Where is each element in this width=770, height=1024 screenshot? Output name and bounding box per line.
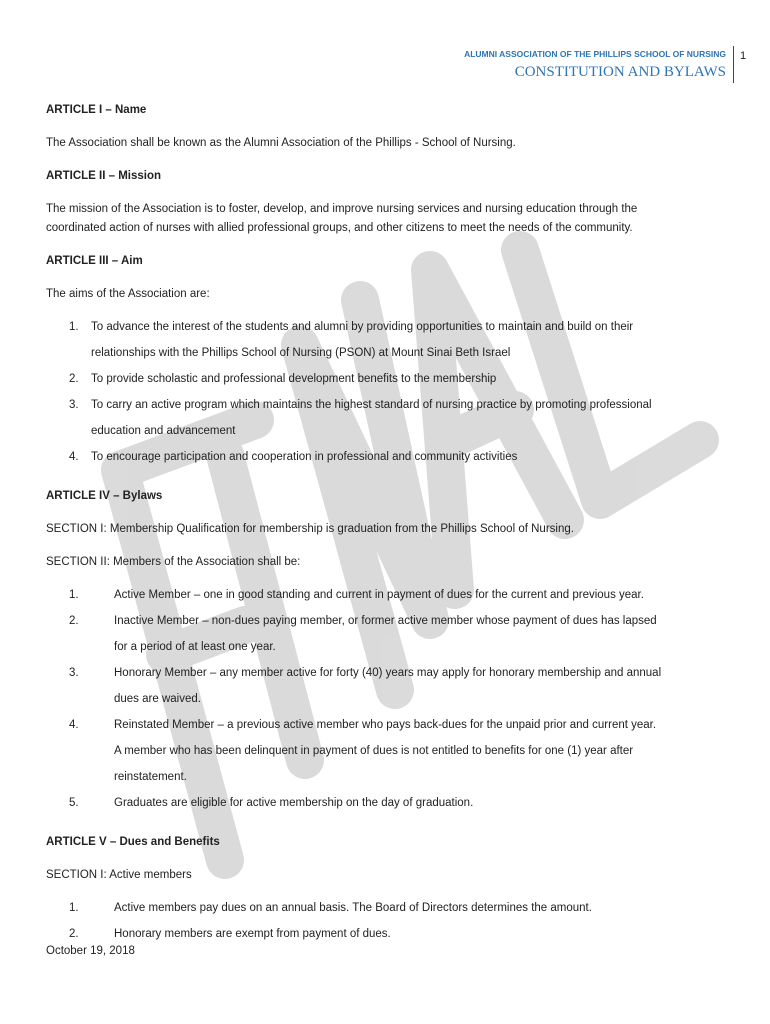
dues-item-2-number: 2. (69, 928, 79, 940)
member-item-4-line-3: reinstatement. (114, 771, 187, 783)
member-item-5-number: 5. (69, 797, 79, 809)
member-item-2-number: 2. (69, 615, 79, 627)
aim-item-2-number: 2. (69, 373, 79, 385)
header-organization: ALUMNI ASSOCIATION OF THE PHILLIPS SCHOOL OF NURSING (464, 49, 726, 59)
member-item-4-line-1: Reinstated Member – a previous active member who pays back-dues for the unpaid prior and current year. (114, 719, 657, 731)
aim-item-1-line-1: To advance the interest of the students and alumni by providing opportunities to maintain and build on their (91, 321, 634, 333)
article-2-line-1: The mission of the Association is to foster, develop, and improve nursing services and nursing education through the (46, 203, 638, 215)
article-1-heading: ARTICLE I – Name (46, 104, 147, 116)
article-4-section-1: SECTION I: Membership Qualification for membership is graduation from the Phillips School of Nursing. (46, 523, 574, 535)
article-5-heading: ARTICLE V – Dues and Benefits (46, 836, 220, 848)
article-2-heading: ARTICLE II – Mission (46, 170, 162, 182)
aim-item-1-line-2: relationships with the Phillips School of Nursing (PSON) at Mount Sinai Beth Israel (91, 347, 511, 359)
member-item-2-line-1: Inactive Member – non-dues paying member, or former active member whose payment of dues has lapsed (114, 615, 657, 627)
aim-item-4-line-1: To encourage participation and cooperation in professional and community activities (91, 451, 518, 463)
page-number: 1 (740, 50, 747, 62)
article-4-section-2: SECTION II: Members of the Association shall be: (46, 556, 301, 568)
header-title: CONSTITUTION AND BYLAWS (514, 64, 726, 80)
footer-date: October 19, 2018 (46, 945, 135, 957)
dues-item-1-text: Active members pay dues on an annual basis. The Board of Directors determines the amount. (114, 902, 592, 914)
aim-item-2-line-1: To provide scholastic and professional development benefits to the membership (91, 373, 497, 385)
member-item-1-number: 1. (69, 589, 79, 601)
header-divider (733, 46, 734, 83)
article-3-heading: ARTICLE III – Aim (46, 255, 143, 267)
aim-item-3-line-2: education and advancement (91, 425, 236, 437)
member-item-3-line-1: Honorary Member – any member active for forty (40) years may apply for honorary membership and annual (114, 667, 662, 679)
article-1-text: The Association shall be known as the Alumni Association of the Phillips - School of Nursing. (46, 137, 516, 149)
dues-item-1-number: 1. (69, 902, 79, 914)
member-item-4-number: 4. (69, 719, 79, 731)
member-item-3-number: 3. (69, 667, 79, 679)
member-item-2-line-2: for a period of at least one year. (114, 641, 276, 653)
aim-item-1-number: 1. (69, 321, 79, 333)
member-item-1-line-1: Active Member – one in good standing and current in payment of dues for the current and previous year. (114, 589, 644, 601)
article-3-intro: The aims of the Association are: (46, 288, 210, 300)
aim-item-4-number: 4. (69, 451, 79, 463)
member-item-3-line-2: dues are waived. (114, 693, 201, 705)
aim-item-3-line-1: To carry an active program which maintains the highest standard of nursing practice by promoting professional (91, 399, 652, 411)
article-4-heading: ARTICLE IV – Bylaws (46, 490, 163, 502)
aim-item-3-number: 3. (69, 399, 79, 411)
article-5-section-1: SECTION I: Active members (46, 869, 192, 881)
member-item-5-line-1: Graduates are eligible for active membership on the day of graduation. (114, 797, 474, 809)
dues-item-2-text: Honorary members are exempt from payment of dues. (114, 928, 391, 940)
member-item-4-line-2: A member who has been delinquent in payment of dues is not entitled to benefits for one (1) year after (114, 745, 634, 757)
article-2-line-2: coordinated action of nurses with allied professional groups, and other citizens to meet the needs of the community. (46, 222, 633, 234)
